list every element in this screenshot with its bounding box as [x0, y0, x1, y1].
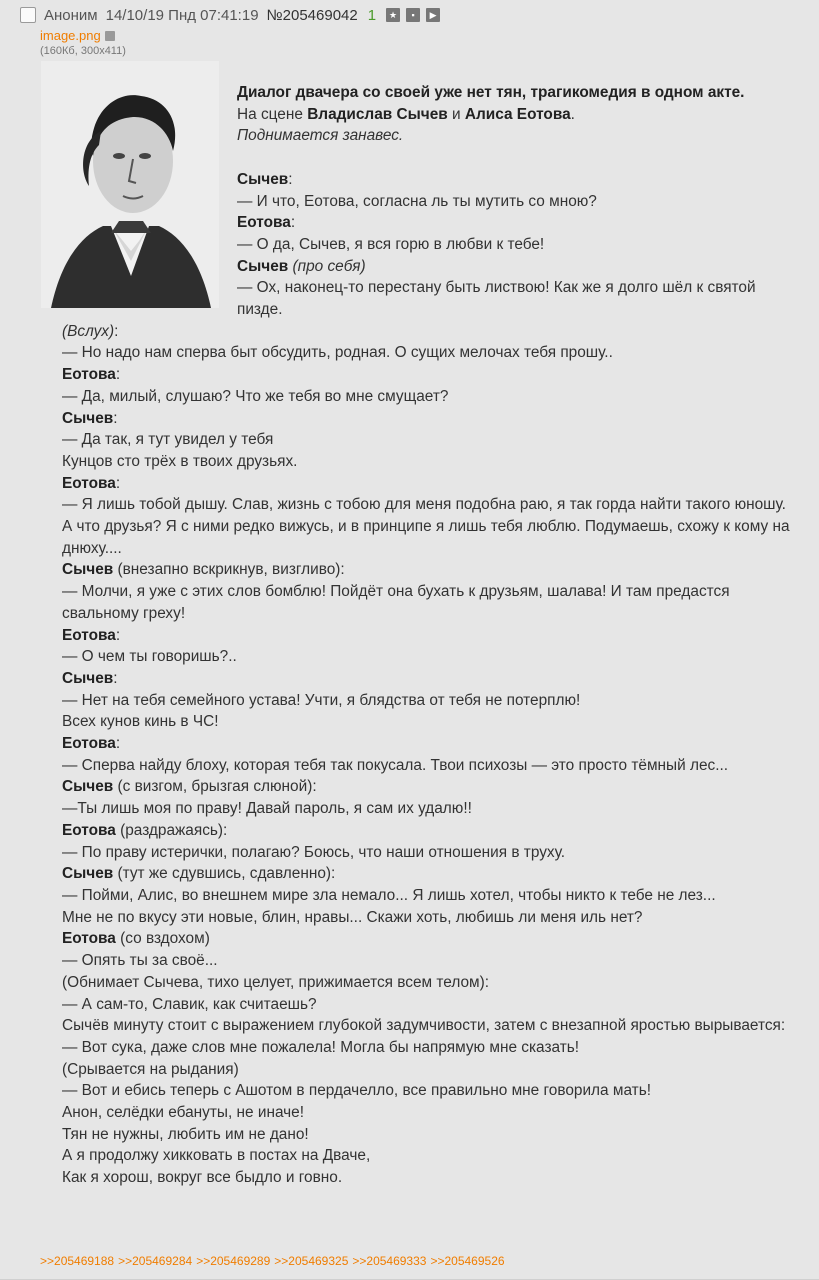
line-text: — Да так, я тут увидел у тебя [62, 431, 274, 449]
line-text: Анон, селёдки ебануты, не иначе! [62, 1104, 305, 1122]
select-checkbox[interactable] [20, 7, 36, 23]
line-text: — По праву истерички, полагаю? Боюсь, что наши отношения в труху. [62, 843, 566, 861]
speaker-name: Сычев [62, 561, 114, 579]
post-line [62, 928, 791, 950]
post-line [62, 494, 791, 559]
post-line [62, 1015, 791, 1037]
line-text: (со вздохом) [115, 930, 210, 948]
post-line [62, 1145, 791, 1167]
hide-icon[interactable]: ▪ [406, 8, 420, 22]
post-line [62, 559, 791, 581]
line-text: — И что, Еотова, согласна ль ты мутить со мною? [237, 192, 597, 210]
speaker-name: Сычев [62, 669, 114, 687]
post-line [62, 147, 791, 169]
post-line [62, 429, 791, 451]
post-line [237, 191, 791, 213]
line-text: (Срывается на рыдания) [62, 1060, 239, 1078]
speaker-name: Сычев [237, 170, 289, 188]
post-line [62, 711, 791, 733]
line-text: — А сам-то, Славик, как считаешь? [62, 995, 317, 1013]
file-info [40, 28, 126, 57]
post-line [237, 82, 791, 104]
post-line [62, 625, 791, 647]
post-line [62, 907, 791, 929]
line-text: : [290, 214, 296, 232]
post-line [237, 277, 791, 320]
line-text: Сычёв минуту стоит с выражением глубокой задумчивости, затем с внезапной яростью вырывается: [62, 1017, 786, 1035]
speaker-name: Сычев [62, 778, 114, 796]
post-line [62, 1124, 791, 1146]
line-text: Кунцов сто трёх в твоих друзьях. [62, 452, 298, 470]
line-text: и [447, 105, 465, 123]
line-text: На сцене [237, 105, 308, 123]
post-line [62, 755, 791, 777]
line-text: — Вот сука, даже слов мне пожалела! Могла бы напрямую мне сказать! [62, 1038, 580, 1056]
post-line [62, 733, 791, 755]
post-line [62, 1059, 791, 1081]
speaker-name: Еотова [62, 930, 116, 948]
reply-link[interactable]: >>205469333 [352, 1254, 427, 1268]
speaker-name: Сычев [237, 257, 289, 275]
post-line [62, 690, 791, 712]
post-line [62, 408, 791, 430]
post-header [20, 4, 446, 26]
line-text: (внезапно вскрикнув, визгливо): [113, 561, 345, 579]
line-text: : [115, 735, 121, 753]
reply-link[interactable]: >>205469188 [40, 1254, 115, 1268]
file-meta: (160Кб, 300x411) [40, 45, 126, 57]
post-line [237, 256, 791, 278]
post-line [62, 451, 791, 473]
post-line [62, 364, 791, 386]
speaker-name: Сычев [62, 409, 114, 427]
speaker-name: Алиса Еотова [464, 105, 571, 123]
post-line [62, 473, 791, 495]
line-text: : [113, 409, 118, 427]
post-line [62, 950, 791, 972]
post-line [62, 1167, 791, 1189]
post-line [62, 972, 791, 994]
reply-count: 1 [367, 6, 377, 24]
line-text: А я продолжу хикковать в постах на Дваче, [62, 1147, 371, 1165]
post-line [237, 212, 791, 234]
reply-link[interactable]: >>205469289 [196, 1254, 271, 1268]
line-text: — Сперва найду блоху, которая тебя так покусала. Твои психозы — это просто тёмный лес... [62, 756, 729, 774]
post-line [62, 342, 791, 364]
post-line [237, 234, 791, 256]
line-text: (Обнимает Сычева, тихо целует, прижимается всем телом): [62, 973, 490, 991]
search-icon[interactable] [105, 31, 115, 41]
post-line [62, 798, 791, 820]
speaker-name: Еотова [62, 626, 116, 644]
post-line [62, 994, 791, 1016]
star-icon[interactable]: ★ [386, 8, 400, 22]
line-text: (с визгом, брызгая слюной): [113, 778, 317, 796]
speaker-name: Еотова [62, 366, 116, 384]
speaker-name: Диалог двачера со своей уже нет тян, трагикомедия в одном акте. [237, 84, 745, 101]
line-text: Мне не по вкусу эти новые, блин, нравы... Скажи хоть, любишь ли меня иль нет? [62, 908, 643, 926]
post-number[interactable]: №205469042 [266, 6, 358, 24]
post-line [237, 125, 791, 147]
post-line [62, 668, 791, 690]
line-text: — Молчи, я уже с этих слов бомблю! Пойдёт она бухать к друзьям, шалава! И там предастся свальному греху! [62, 583, 730, 622]
line-text: : [288, 170, 293, 188]
post-line [237, 104, 791, 126]
line-text: —Ты лишь моя по праву! Давай пароль, я сам их удалю!! [62, 800, 472, 818]
reply-link[interactable]: >>205469284 [118, 1254, 193, 1268]
post-line [62, 646, 791, 668]
line-text: — Но надо нам сперва быт обсудить, родная. О сущих мелочах тебя прошу.. [62, 344, 613, 362]
post-line [237, 169, 791, 191]
line-text: — Ох, наконец-то перестану быть листвою! Как же я долго шёл к святой пизде. [237, 279, 756, 319]
speaker-name: Владислав Сычев [307, 105, 448, 123]
line-text: — Я лишь тобой дышу. Слав, жизнь с тобою для меня подобна раю, я так горда найти такого юношу. А что друзья? Я с ними редко вижусь, и в принципе я лишь тебя люблю. Подумаешь, схожу к кому на днюху.... [62, 496, 790, 557]
line-text: (тут же сдувшись, сдавленно): [113, 865, 336, 883]
post-line [62, 885, 791, 907]
play-icon[interactable]: ▶ [426, 8, 440, 22]
stage-direction: (Вслух) [62, 322, 115, 340]
line-text: : [114, 322, 119, 340]
post-line [62, 820, 791, 842]
line-text: Тян не нужны, любить им не дано! [62, 1125, 309, 1143]
line-text: — Опять ты за своё... [62, 952, 218, 970]
speaker-name: Еотова [62, 474, 116, 492]
stage-direction: (про себя) [288, 257, 366, 275]
post-line [62, 581, 791, 624]
replies-list [40, 1254, 505, 1268]
line-text: : [115, 366, 121, 384]
line-text: (раздражаясь): [115, 821, 228, 839]
speaker-name: Еотова [62, 821, 116, 839]
post-line [62, 842, 791, 864]
speaker-name: Еотова [62, 735, 116, 753]
post-line [62, 863, 791, 885]
post-line [62, 1080, 791, 1102]
post-line [62, 321, 791, 343]
line-text: : [115, 474, 121, 492]
post-body [62, 82, 791, 1189]
file-link[interactable]: image.png [40, 28, 101, 43]
line-text: Всех кунов кинь в ЧС! [62, 713, 219, 731]
post-line [62, 1037, 791, 1059]
post-date: 14/10/19 Пнд 07:41:19 [105, 6, 259, 24]
line-text: — О чем ты говоришь?.. [62, 648, 237, 666]
line-text: — Вот и ебись теперь с Ашотом в пердачелло, все правильно мне говорила мать! [62, 1082, 652, 1100]
author-name: Аноним [44, 6, 98, 24]
stage-direction: Поднимается занавес. [237, 127, 404, 145]
line-text: — Пойми, Алис, во внешнем мире зла немало... Я лишь хотел, чтобы никто к тебе не лез... [62, 887, 716, 904]
speaker-name: Еотова [237, 214, 291, 232]
line-text: . [570, 105, 575, 123]
line-text: Как я хорош, вокруг все быдло и говно. [62, 1169, 343, 1187]
speaker-name: Сычев [62, 865, 114, 883]
reply-link[interactable]: >>205469325 [274, 1254, 349, 1268]
line-text: — Да, милый, слушаю? Что же тебя во мне смущает? [62, 387, 449, 405]
line-text: — О да, Сычев, я вся горю в любви к тебе! [237, 235, 545, 253]
post-line [62, 386, 791, 408]
post-line [62, 1102, 791, 1124]
line-text: : [113, 669, 118, 687]
line-text: — Нет на тебя семейного устава! Учти, я блядства от тебя не потерплю! [62, 691, 581, 709]
line-text: : [115, 626, 121, 644]
post-line [62, 776, 791, 798]
reply-link[interactable]: >>205469526 [430, 1254, 505, 1268]
